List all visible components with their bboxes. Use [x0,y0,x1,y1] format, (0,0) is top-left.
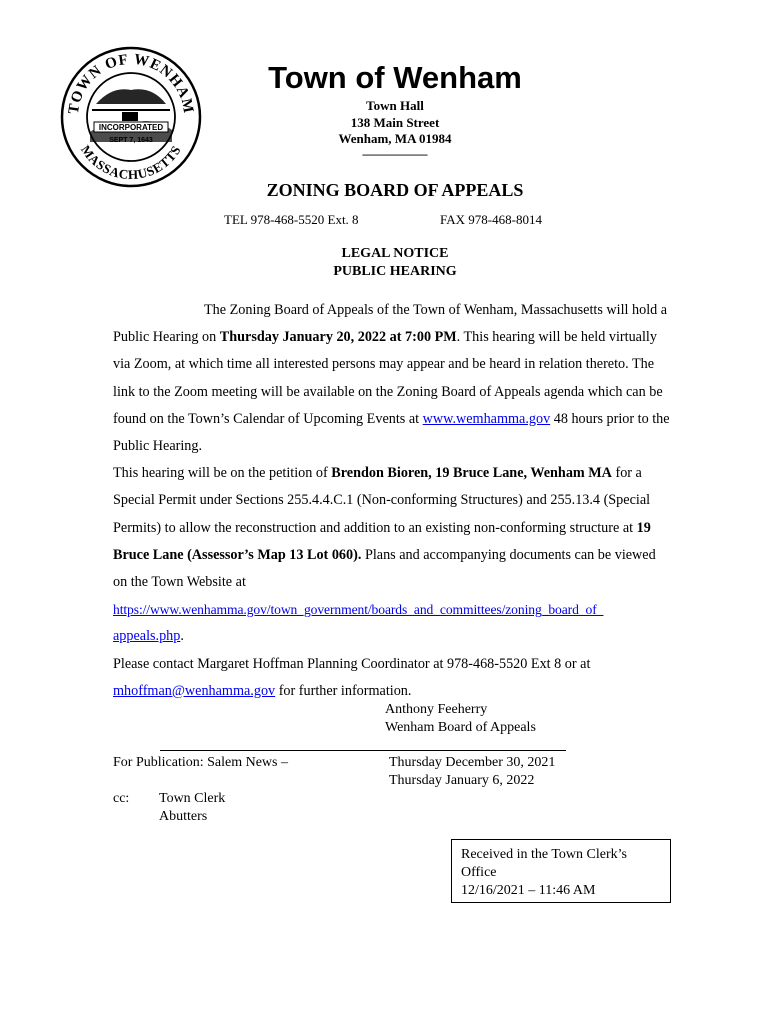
paragraph-hearing: The Zoning Board of Appeals of the Town of Wenham, Massachusetts will hold a Public Hearing on Thursday January 20, 2022 at 7:00 PM. This hearing will be held virtually via Zoom, at which time all interested persons may appear and be heard in relation thereto. The link to the Zoom meeting will be available on the Zoning Board of Appeals agenda which can be found on the Town’s Calendar of Upcoming Events at www.wemhamma.gov 48 hours prior to the Public Hearing. [113,302,670,455]
zba-page-link-cont[interactable]: appeals.php [113,628,181,645]
address-line-1: Town Hall [366,98,424,113]
divider-line [160,750,566,751]
publication-label: For Publication: Salem News – [113,755,288,770]
address-separator: ————— [362,146,428,161]
contact-email-link[interactable]: mhoffman@wenhamma.gov [113,682,276,699]
notice-subtitle: PUBLIC HEARING [333,264,457,279]
cc-item-town-clerk: Town Clerk [159,791,226,806]
zba-page-link[interactable]: https://www.wenhamma.gov/town_government/boards_and_committees/zoning_board_of_ [113,602,604,618]
svg-text:TOWN OF WENHAM [66,52,196,116]
town-website-link[interactable]: www.wemhamma.gov [422,410,551,427]
petitioner: Brendon Bioren, 19 Bruce Lane, Wenham MA [331,465,612,482]
paragraph-petition: This hearing will be on the petition of Brendon Bioren, 19 Bruce Lane, Wenham MA for a Special Permit under Sections 255.4.4.C.1 (Non-conforming Structures) and 255.13.4 (Special Permits) to allow the reconstruction and addition to an existing non-conforming structure at 19 Bruce Lane (Assessor’s Map 13 Lot 060). Plans and accompanying documents can be viewed on the Town Website at [113,465,656,591]
received-stamp [451,839,671,903]
cc-item-abutters: Abutters [159,809,208,824]
notice-body: The Zoning Board of Appeals of the Town of Wenham, Massachusetts will hold a Public Hearing on Thursday January 20, 2022 at 7:00 PM. This hearing will be held virtually via Zoom, at which time all interested persons may appear and be heard in relation thereto. The link to the Zoom meeting will be available on the Zoning Board of Appeals agenda which can be found on the Town’s Calendar of Upcoming Events at www.wemhamma.gov 48 hours prior to the Public Hearing. This hearing will be on the petition of Brendon Bioren, 19 Bruce Lane, Wenham MA for a Special Permit under Sections 255.4.4.C.1 (Non-conforming Structures) and 255.13.4 (Special Permits) to allow the reconstruction and addition to an existing non-conforming structure at 19 Bruce Lane (Assessor’s Map 13 Lot 060). Plans and accompanying documents can be viewed on the Town Website at https://www.wenhamma.gov/town_government/boards_and_committees/zoning_board_of_ appeals.php. Please contact Margaret Hoffman Planning Coordinator at 978-468-5520 Ext 8 or at mhoffman@wenhamma.gov for further information. [113,297,673,705]
cc-label: cc: [113,791,130,806]
publication-date-2: Thursday January 6, 2022 [389,773,535,788]
board-name: ZONING BOARD OF APPEALS [266,180,524,200]
seal-top-text: TOWN OF WENHAM [65,51,197,116]
property-location: 19 Bruce Lane (Assessor’s Map 13 Lot 060). [113,519,651,563]
hearing-date: Thursday January 20, 2022 at 7:00 PM [219,329,457,346]
seal-inner-line2: SEPT 7, 1643 [109,137,153,144]
seal-bottom-text: MASSACHUSETTS [77,142,184,183]
stamp-line-1: Received in the Town Clerk’s [461,847,627,862]
signature-name: Anthony Feeherry [385,702,488,717]
page-title: Town of Wenham [268,60,522,95]
address-line-2: 138 Main Street [350,115,440,130]
signature-title: Wenham Board of Appeals [385,720,536,735]
paragraph-contact: Please contact Margaret Hoffman Planning Coordinator at 978-468-5520 Ext 8 or at [113,655,591,672]
telephone: TEL 978-468-5520 Ext. 8 [224,212,359,227]
seal-landscape-icon [90,89,172,142]
address-line-3: Wenham, MA 01984 [338,131,452,146]
stamp-line-2: Office [461,865,497,880]
stamp-line-3: 12/16/2021 – 11:46 AM [461,883,596,898]
notice-title: LEGAL NOTICE [341,246,449,261]
seal-inner-line1: INCORPORATED [98,123,164,132]
publication-date-1: Thursday December 30, 2021 [389,755,556,770]
fax: FAX 978-468-8014 [440,212,542,227]
